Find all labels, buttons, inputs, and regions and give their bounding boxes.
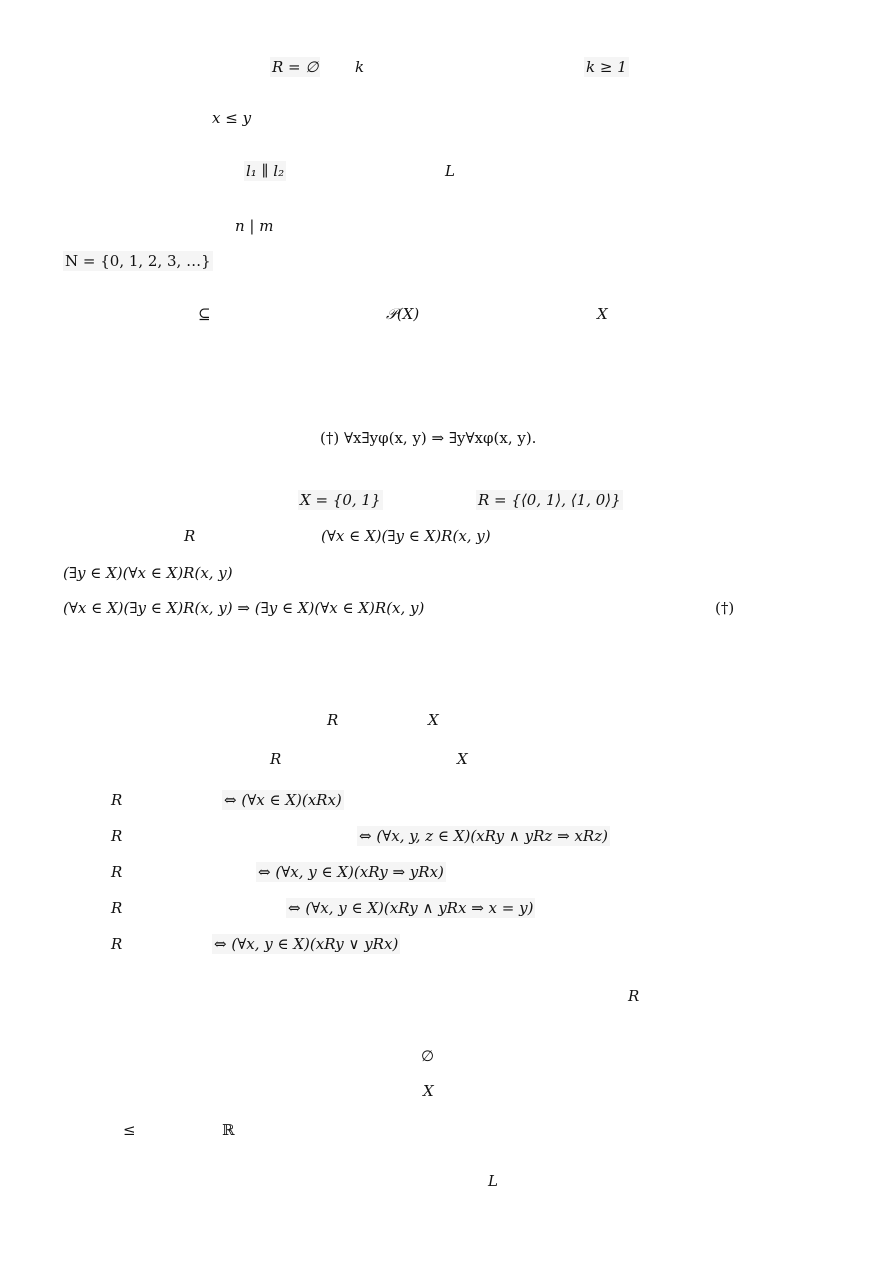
- property-R: R: [111, 935, 123, 953]
- empty-relation-formula: R = ∅: [272, 58, 319, 76]
- transitive-formula: ⇔ (∀x, y, z ∈ X)(xRy ∧ yRz ⇒ xRz): [359, 827, 608, 845]
- X-definition: X = {0, 1}: [300, 491, 381, 509]
- k-geq-one-formula: k ≥ 1: [586, 58, 627, 76]
- subseteq-symbol: ⊆: [198, 305, 211, 323]
- property-R: R: [111, 791, 123, 809]
- dagger-reference: (†): [715, 599, 735, 617]
- natural-numbers-set: N = {0, 1, 2, 3, …}: [65, 252, 211, 270]
- exists-forall-formula: (∃y ∈ X)(∀x ∈ X)R(x, y): [63, 564, 233, 582]
- set-X: X: [597, 305, 608, 323]
- set-L: L: [445, 162, 455, 180]
- relation-R: R: [628, 987, 640, 1005]
- relation-R: R: [327, 711, 339, 729]
- dagger-statement: (†) ∀x∃yφ(x, y) ⇒ ∃y∀xφ(x, y).: [320, 429, 537, 447]
- relation-R: R: [184, 527, 196, 545]
- symmetric-formula: ⇔ (∀x, y ∈ X)(xRy ⇒ yRx): [258, 863, 444, 881]
- R-definition: R = {⟨0, 1⟩, ⟨1, 0⟩}: [478, 491, 621, 509]
- emptyset-symbol: ∅: [421, 1047, 435, 1065]
- set-X: X: [428, 711, 439, 729]
- property-R: R: [111, 863, 123, 881]
- leq-symbol: ≤: [123, 1121, 136, 1139]
- property-R: R: [111, 899, 123, 917]
- total-formula: ⇔ (∀x, y ∈ X)(xRy ∨ yRx): [214, 935, 399, 953]
- relation-R: R: [270, 750, 282, 768]
- divides-formula: n | m: [235, 217, 274, 235]
- forall-exists-formula: (∀x ∈ X)(∃y ∈ X)R(x, y): [321, 527, 491, 545]
- parallel-lines-formula: l₁ ∥ l₂: [246, 162, 285, 180]
- implication-formula: (∀x ∈ X)(∃y ∈ X)R(x, y) ⇒ (∃y ∈ X)(∀x ∈ X)R(x, y): [63, 599, 425, 617]
- reflexive-formula: ⇔ (∀x ∈ X)(xRx): [224, 791, 342, 809]
- reals-symbol: ℝ: [222, 1121, 235, 1139]
- set-X: X: [457, 750, 468, 768]
- antisymmetric-formula: ⇔ (∀x, y ∈ X)(xRy ∧ yRx ⇒ x = y): [288, 899, 534, 917]
- powerset-formula: 𝒫(X): [386, 305, 420, 323]
- x-leq-y-formula: x ≤ y: [212, 109, 252, 127]
- variable-k: k: [355, 58, 365, 76]
- set-X: X: [423, 1082, 434, 1100]
- property-R: R: [111, 827, 123, 845]
- set-L: L: [488, 1172, 498, 1190]
